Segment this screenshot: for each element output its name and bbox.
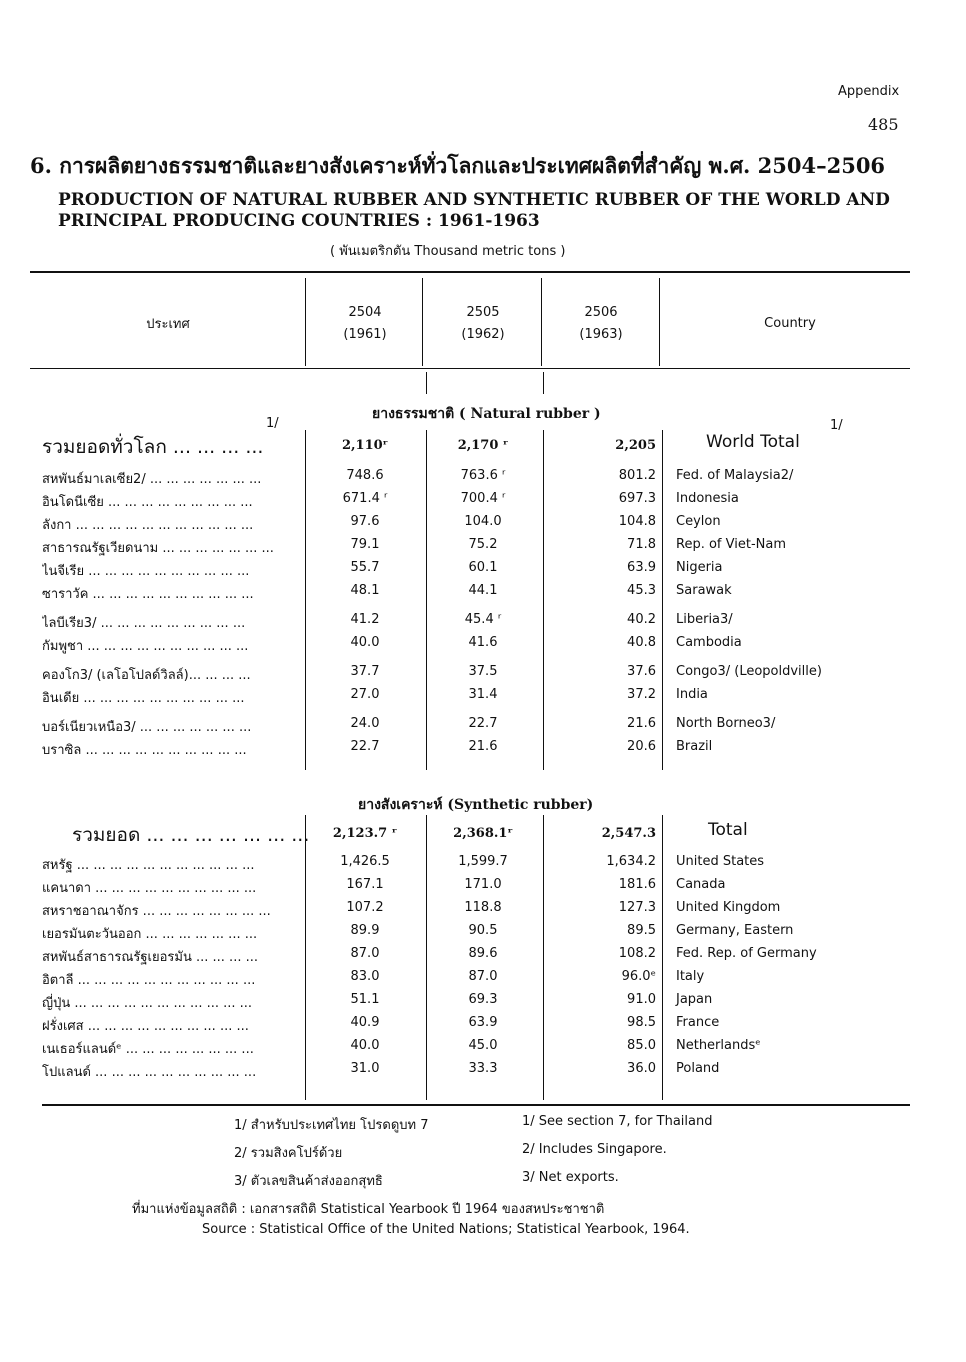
table-row [0,992,966,1014]
row-label-english: Fed. Rep. of Germany [676,946,817,961]
appendix-label: Appendix [838,84,900,99]
value-1961: 89.9 [350,923,380,938]
section-heading-synthetic: ยางสังเคราะห์ (Synthetic rubber) [358,797,594,813]
header-divider-4 [659,278,660,366]
value-1962: 37.5 [468,664,498,679]
value-1963: 1,634.2 [606,854,656,869]
row-label-thai: โปแลนด์ ... ... ... ... ... ... ... ... ... ... [42,1065,257,1080]
page-title-thai: 6. การผลิตยางธรรมชาติและยางสังเคราะห์ทั่วโลกและประเทศผลิตที่สำคัญ พ.ศ. 2504–2506 [30,153,886,178]
value-1961: 40.9 [350,1015,380,1030]
value-1963: 85.0 [627,1038,656,1053]
table-row [0,716,966,738]
page-number: 485 [868,115,899,134]
value-1961: 51.1 [350,992,380,1007]
year-be: 2505 [466,305,500,320]
column-header-1962 [428,302,538,346]
row-label-thai: เยอรมันตะวันออก ... ... ... ... ... ... ... [42,927,258,942]
footnote-en-2: 2/ Includes Singapore. [522,1142,667,1157]
row-label-thai: ซาราวัค ... ... ... ... ... ... ... ... ... ... [42,587,254,602]
row-label-thai: เนเธอร์แลนด์ᵉ ... ... ... ... ... ... ... ... [42,1042,254,1057]
table-row [0,923,966,945]
value-1961: 24.0 [350,716,380,731]
value-1961: 37.7 [350,664,380,679]
row-label-thai: แคนาดา ... ... ... ... ... ... ... ... ... ... [42,881,257,896]
value-1961: 22.7 [350,739,380,754]
value-1962: 171.0 [464,877,502,892]
value-1962: 87.0 [468,969,498,984]
table-bottom-rule [42,1104,910,1106]
row-label-english: Sarawak [676,583,732,598]
title-line-2: PRINCIPAL PRODUCING COUNTRIES : 1961-1963 [58,211,540,231]
header-divider-3 [541,278,542,366]
value-1963: 108.2 [618,946,656,961]
value-1961: 2,110ʳ [341,438,389,453]
value-1962: 60.1 [468,560,498,575]
row-label-thai: รวมยอด ... ... ... ... ... ... ... [72,824,310,846]
value-1963: 2,547.3 [601,826,656,841]
row-label-thai: กัมพูชา ... ... ... ... ... ... ... ... ... ... [42,639,249,654]
value-1963: 181.6 [618,877,656,892]
table-row [0,583,966,605]
section-heading-natural: ยางธรรมชาติ ( Natural rubber ) [372,406,601,422]
table-row [0,664,966,686]
table-row [0,491,966,513]
table-row [0,877,966,899]
row-label-thai: ฝรั่งเศส ... ... ... ... ... ... ... ... ... ... [42,1019,249,1034]
value-1963: 104.8 [618,514,656,529]
row-label-english: Fed. of Malaysia2/ [676,468,794,483]
row-label-thai: ลังกา ... ... ... ... ... ... ... ... ... ... ... [42,518,254,533]
row-label-english: World Total [706,432,800,452]
table-row [0,560,966,582]
value-1961: 55.7 [350,560,380,575]
row-label-english: India [676,687,708,702]
value-1961: 40.0 [350,1038,380,1053]
value-1961: 2,123.7 ʳ [332,826,398,841]
year-be: 2504 [348,305,382,320]
row-label-english: United States [676,854,765,869]
value-1962: 89.6 [468,946,498,961]
value-1961: 97.6 [350,514,380,529]
source-thai: ที่มาแห่งข้อมูลสถิติ : เอกสารสถิติ Statistical Yearbook ปี 1964 ของสหประชาชาติ [132,1202,605,1217]
value-1963: 91.0 [627,992,656,1007]
row-label-english: Nigeria [676,560,723,575]
value-1963: 697.3 [618,491,656,506]
value-1963: 89.5 [627,923,656,938]
value-1962: 31.4 [468,687,498,702]
value-1962: 69.3 [468,992,498,1007]
row-label-thai: ไลบีเรีย3/ ... ... ... ... ... ... ... ... ... [42,616,246,631]
table-row [0,635,966,657]
table-row-world-total [0,416,966,462]
value-1963: 20.6 [627,739,656,754]
value-1963: 98.5 [627,1015,656,1030]
row-label-english: United Kingdom [676,900,781,915]
unit-label: ( พันเมตริกตัน Thousand metric tons ) [330,244,566,259]
value-1962: 700.4 ʳ [460,491,506,506]
row-label-thai: สหพันธ์มาเลเซีย2/ ... ... ... ... ... ... ... [42,472,262,487]
header-divider-1 [305,278,306,366]
page-title-english [58,190,918,232]
row-label-english: Congo3/ (Leopoldville) [676,664,822,679]
footnote-en-3: 3/ Net exports. [522,1170,619,1185]
value-1961: 41.2 [350,612,380,627]
value-1963: 71.8 [627,537,656,552]
row-label-thai: สหพันธ์สาธารณรัฐเยอรมัน ... ... ... ... [42,950,258,965]
footnote-th-3: 3/ ตัวเลขสินค้าส่งออกสุทธิ [234,1174,383,1189]
title-line-1: PRODUCTION OF NATURAL RUBBER AND SYNTHETIC RUBBER OF THE WORLD AND [58,190,890,210]
value-1962: 33.3 [468,1061,498,1076]
value-1962: 44.1 [468,583,498,598]
row-label-english: Rep. of Viet-Nam [676,537,786,552]
row-label-english: Cambodia [676,635,742,650]
value-1961: 671.4 ʳ [342,491,388,506]
value-1961: 31.0 [350,1061,380,1076]
row-label-english: North Borneo3/ [676,716,776,731]
table-row [0,1015,966,1037]
row-label-english: Total [708,820,748,840]
value-1962: 90.5 [468,923,498,938]
row-label-english: Canada [676,877,726,892]
value-1961: 27.0 [350,687,380,702]
value-1961: 748.6 [346,468,384,483]
row-label-english: Germany, Eastern [676,923,794,938]
table-row [0,739,966,761]
value-1962: 104.0 [464,514,502,529]
footnote-marker: 1/ [830,418,843,433]
source-english: Source : Statistical Office of the United Nations; Statistical Yearbook, 1964. [202,1222,690,1237]
value-1963: 96.0ᵉ [621,969,656,984]
table-row [0,946,966,968]
footnote-th-1: 1/ สำหรับประเทศไทย โปรดดูบท 7 [234,1118,429,1133]
column-header-1963 [546,302,656,346]
table-row [0,1038,966,1060]
value-1962: 21.6 [468,739,498,754]
footnote-marker: 1/ [266,416,279,431]
row-label-thai: บราซิล ... ... ... ... ... ... ... ... ... ... [42,743,247,758]
row-label-english: Japan [676,992,713,1007]
year-ce: (1963) [579,327,623,342]
row-label-thai: ไนจีเรีย ... ... ... ... ... ... ... ... ... ... [42,564,250,579]
row-label-thai: รวมยอดทั่วโลก ... ... ... ... [42,436,264,458]
row-label-english: Liberia3/ [676,612,733,627]
column-header-1961 [310,302,420,346]
table-row [0,900,966,922]
value-1963: 45.3 [627,583,656,598]
value-1961: 1,426.5 [340,854,390,869]
row-label-thai: สหราชอาณาจักร ... ... ... ... ... ... ... ... [42,904,271,919]
row-label-english: Ceylon [676,514,721,529]
value-1963: 40.2 [627,612,656,627]
body-divider-3top [543,372,544,394]
row-label-english: Indonesia [676,491,739,506]
row-label-thai: อินโดนีเซีย ... ... ... ... ... ... ... ... ... [42,495,253,510]
value-1961: 40.0 [350,635,380,650]
table-row [0,537,966,559]
row-label-english: Italy [676,969,705,984]
table-row [0,612,966,634]
row-label-english: Netherlandsᵉ [676,1038,761,1053]
value-1962: 75.2 [468,537,498,552]
table-row [0,969,966,991]
value-1961: 107.2 [346,900,384,915]
value-1962: 22.7 [468,716,498,731]
year-ce: (1961) [343,327,387,342]
table-row-synthetic-total [0,820,966,850]
column-header-country-english: Country [764,316,816,331]
header-bottom-rule [30,368,910,369]
value-1962: 41.6 [468,635,498,650]
value-1963: 21.6 [627,716,656,731]
value-1962: 45.4 ʳ [464,612,502,627]
year-ce: (1962) [461,327,505,342]
table-row [0,687,966,709]
value-1962: 2,368.1ʳ [453,826,513,841]
value-1962: 63.9 [468,1015,498,1030]
table-row [0,468,966,490]
body-divider-2top [426,372,427,394]
row-label-english: Brazil [676,739,713,754]
value-1963: 37.6 [627,664,656,679]
row-label-thai: คองโก3/ (เลโอโปลด์วิลล์)... ... ... ... [42,668,251,683]
footnote-th-2: 2/ รวมสิงคโปร์ด้วย [234,1146,343,1161]
value-1961: 79.1 [350,537,380,552]
value-1962: 763.6 ʳ [460,468,506,483]
value-1963: 801.2 [618,468,656,483]
value-1963: 2,205 [615,438,656,453]
value-1962: 118.8 [464,900,502,915]
value-1962: 2,170 ʳ [457,438,509,453]
footnote-en-1: 1/ See section 7, for Thailand [522,1114,713,1129]
header-divider-2 [422,278,423,366]
table-top-rule [30,271,910,273]
value-1961: 83.0 [350,969,380,984]
table-row [0,854,966,876]
value-1961: 48.1 [350,583,380,598]
row-label-thai: อิตาลี ... ... ... ... ... ... ... ... ... ... ... [42,973,256,988]
value-1961: 167.1 [346,877,384,892]
row-label-thai: สหรัฐ ... ... ... ... ... ... ... ... ... ... ... [42,858,255,873]
row-label-thai: สาธารณรัฐเวียดนาม ... ... ... ... ... ... ... [42,541,274,556]
table-row [0,514,966,536]
value-1963: 40.8 [627,635,656,650]
value-1961: 87.0 [350,946,380,961]
row-label-english: Poland [676,1061,720,1076]
row-label-thai: ญี่ปุ่น ... ... ... ... ... ... ... ... ... ... ... [42,996,253,1011]
row-label-english: France [676,1015,720,1030]
value-1963: 36.0 [627,1061,656,1076]
value-1963: 127.3 [618,900,656,915]
year-be: 2506 [584,305,618,320]
value-1963: 63.9 [627,560,656,575]
column-header-country-thai: ประเทศ [146,317,190,332]
value-1962: 45.0 [468,1038,498,1053]
value-1963: 37.2 [627,687,656,702]
table-row [0,1061,966,1083]
value-1962: 1,599.7 [458,854,508,869]
row-label-thai: อินเดีย ... ... ... ... ... ... ... ... ... ... [42,691,245,706]
row-label-thai: บอร์เนียวเหนือ3/ ... ... ... ... ... ... ... [42,720,252,735]
